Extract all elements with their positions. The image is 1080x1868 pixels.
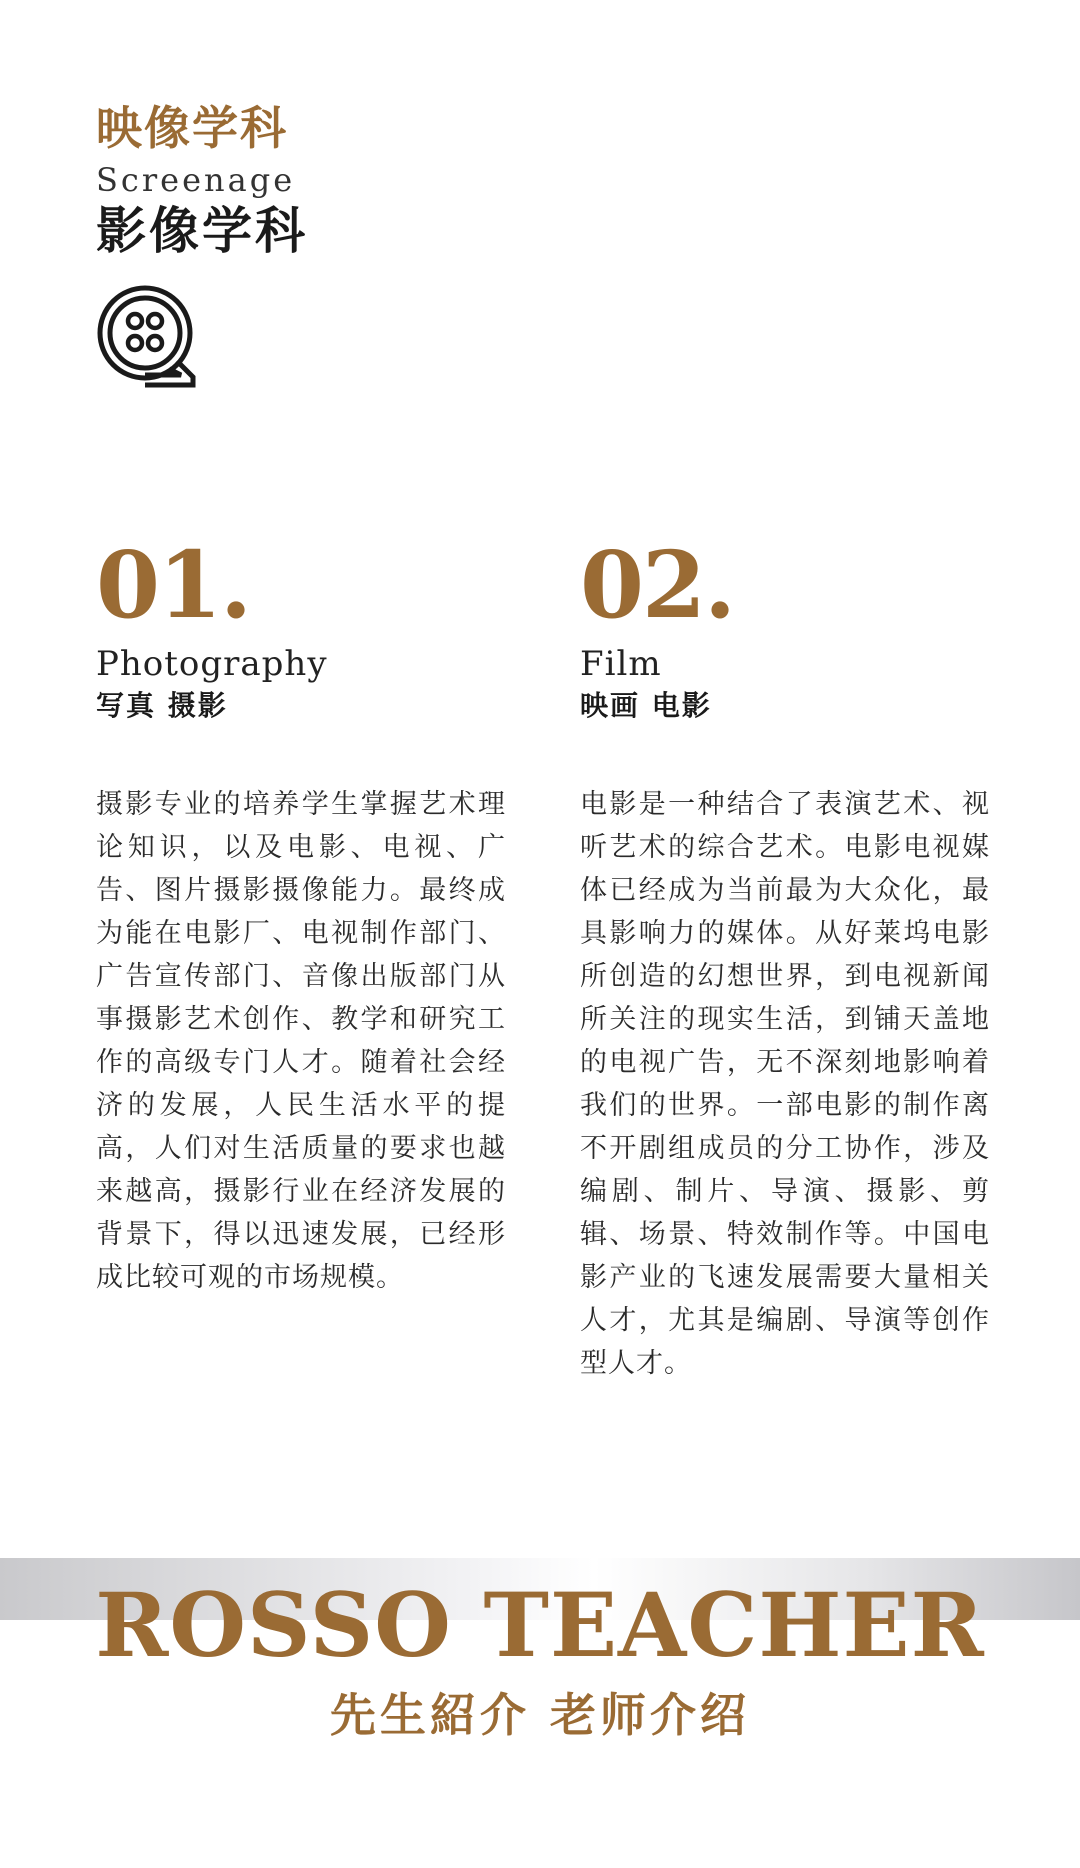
section-title-english: Photography xyxy=(96,644,328,684)
column-film xyxy=(580,531,1000,1385)
column-photography xyxy=(96,531,516,1299)
section-title-chinese: 映画 电影 xyxy=(580,689,712,722)
section-description: 摄影专业的培养学生掌握艺术理论知识，以及电影、电视、广告、图片摄影摄像能力。最终成为能在电影厂、电视制作部门、广告宣传部门、音像出版部门从事摄影艺术创作、教学和研究工作的高级专门人才。随着社会经济的发展，人民生活水平的提高，人们对生活质量的要求也越来越高，摄影行业在经济发展的背景下，得以迅速发展，已经形成比较可观的市场规模。 xyxy=(96,789,506,1293)
section-description: 电影是一种结合了表演艺术、视听艺术的综合艺术。电影电视媒体已经成为当前最为大众化，最具影响力的媒体。从好莱坞电影所创造的幻想世界，到电视新闻所关注的现实生活，到铺天盖地的电视广告，无不深刻地影响着我们的世界。一部电影的制作离不开剧组成员的分工协作，涉及编剧、制片、导演、摄影、剪辑、场景、特效制作等。中国电影产业的飞速发展需要大量相关人才，尤其是编剧、导演等创作型人才。 xyxy=(580,789,990,1379)
section-header xyxy=(96,100,308,262)
film-reel-icon xyxy=(95,283,205,393)
banner-subtitle: 先生紹介 老师介绍 xyxy=(329,1688,750,1742)
title-english: Screenage xyxy=(96,161,296,199)
section-number: 01. xyxy=(96,531,251,639)
title-japanese: 映像学科 xyxy=(96,101,288,155)
section-title-english: Film xyxy=(580,644,662,684)
section-title-chinese: 写真 摄影 xyxy=(96,689,228,722)
banner-title: ROSSO TEACHER xyxy=(95,1573,985,1677)
title-chinese: 影像学科 xyxy=(96,201,308,260)
section-number: 02. xyxy=(580,531,735,639)
